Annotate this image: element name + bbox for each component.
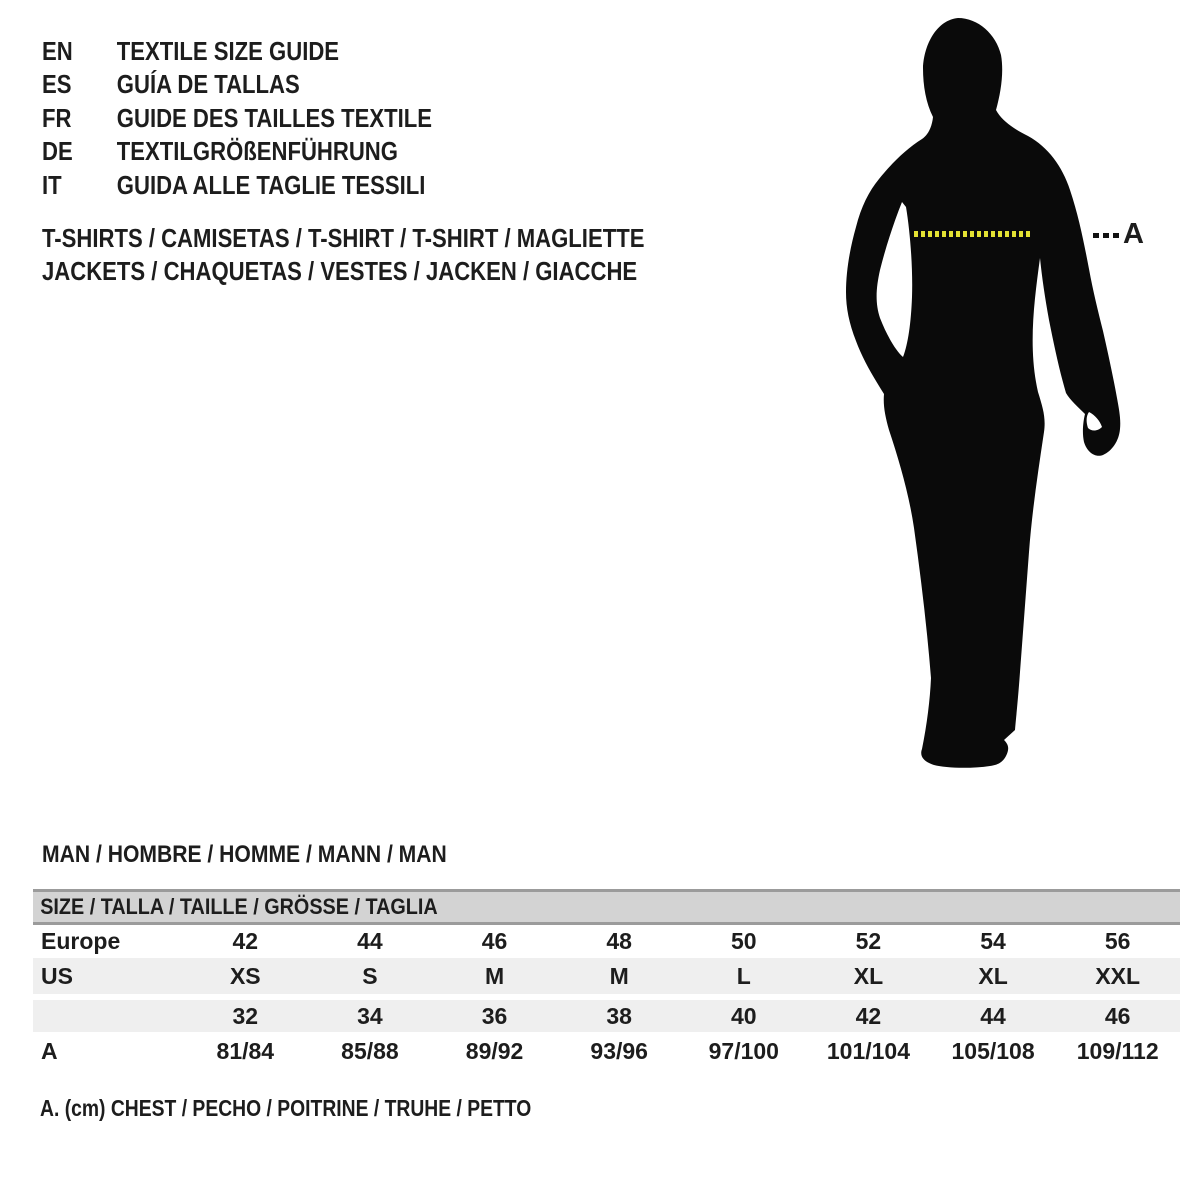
lang-row-fr (42, 102, 432, 135)
table-cell: 36 (481, 1002, 508, 1029)
table-cell: 56 (1104, 928, 1131, 954)
table-cell: XXL (1095, 962, 1141, 989)
table-row-us (33, 958, 1180, 994)
lang-code: DE (42, 136, 73, 167)
size-table (33, 889, 1180, 1070)
table-cell: 44 (980, 1002, 1006, 1029)
table-row-europe (33, 925, 1180, 958)
table-cell: S (362, 962, 378, 989)
table-cell: XS (229, 962, 261, 989)
table-cell: XL (853, 962, 884, 989)
table-cell: 89/92 (465, 1037, 524, 1064)
table-cell: 81/84 (216, 1037, 275, 1064)
table-cell: 38 (606, 1002, 632, 1029)
table-row-chest-cm (33, 1032, 1180, 1070)
lang-code: IT (42, 169, 62, 200)
table-cell: 101/104 (826, 1037, 910, 1064)
lang-title: GUIDA ALLE TAGLIE TESSILI (116, 169, 426, 200)
size-table-header-text: SIZE / TALLA / TAILLE / GRÖSSE / TAGLIA (40, 894, 438, 919)
measurement-footnote: A. (cm) CHEST / PECHO / POITRINE / TRUHE / PETTO (40, 1095, 532, 1121)
lang-row-es (42, 68, 432, 101)
table-cell: 42 (855, 1002, 882, 1029)
table-cell: 48 (606, 928, 632, 954)
table-cell: 85/88 (341, 1037, 399, 1064)
lang-code: ES (42, 69, 72, 100)
table-cell: M (609, 962, 629, 989)
row-label: Europe (41, 928, 121, 954)
table-cell: 93/96 (590, 1037, 648, 1064)
lang-code: EN (42, 36, 73, 66)
table-cell: 34 (357, 1002, 383, 1029)
table-cell: 32 (232, 1002, 259, 1029)
row-label: US (41, 962, 73, 989)
lang-row-it (42, 169, 432, 202)
table-cell: 97/100 (708, 1037, 779, 1064)
table-cell: 109/112 (1076, 1037, 1159, 1064)
lang-title: TEXTILGRÖßENFÜHRUNG (116, 136, 398, 167)
lang-title: GUÍA DE TALLAS (116, 69, 300, 100)
table-cell: 52 (855, 928, 882, 954)
lang-title: TEXTILE SIZE GUIDE (116, 36, 340, 66)
table-row-numeric-sizes (33, 1000, 1180, 1032)
chest-measure-dotted-line (914, 231, 1031, 237)
table-cell: 44 (357, 928, 383, 954)
lang-code: FR (42, 102, 72, 133)
measure-pointer-dashes (1093, 233, 1119, 238)
table-cell: 46 (481, 928, 508, 954)
table-cell: 46 (1104, 1002, 1131, 1029)
measure-label-a: A (1123, 218, 1144, 250)
lang-row-de (42, 135, 432, 168)
section-title-man: MAN / HOMBRE / HOMME / MANN / MAN (42, 841, 447, 868)
row-label: A (41, 1037, 58, 1064)
man-silhouette (840, 0, 1132, 778)
table-cell: 42 (232, 928, 259, 954)
table-cell: 40 (731, 1002, 757, 1029)
category-line-tshirts: T-SHIRTS / CAMISETAS / T-SHIRT / T-SHIRT / MAGLIETTE (42, 223, 645, 253)
size-table-header (33, 889, 1180, 925)
table-cell: 105/108 (951, 1037, 1035, 1064)
table-cell: L (736, 962, 751, 989)
language-guide-list (42, 35, 501, 202)
lang-row-en (42, 35, 432, 68)
lang-title: GUIDE DES TAILLES TEXTILE (116, 102, 432, 133)
table-cell: M (484, 962, 505, 989)
table-cell: 54 (980, 928, 1006, 954)
table-cell: 50 (731, 928, 757, 954)
table-cell: XL (978, 962, 1008, 989)
category-line-jackets: JACKETS / CHAQUETAS / VESTES / JACKEN / GIACCHE (42, 255, 638, 286)
garment-categories (42, 222, 751, 287)
